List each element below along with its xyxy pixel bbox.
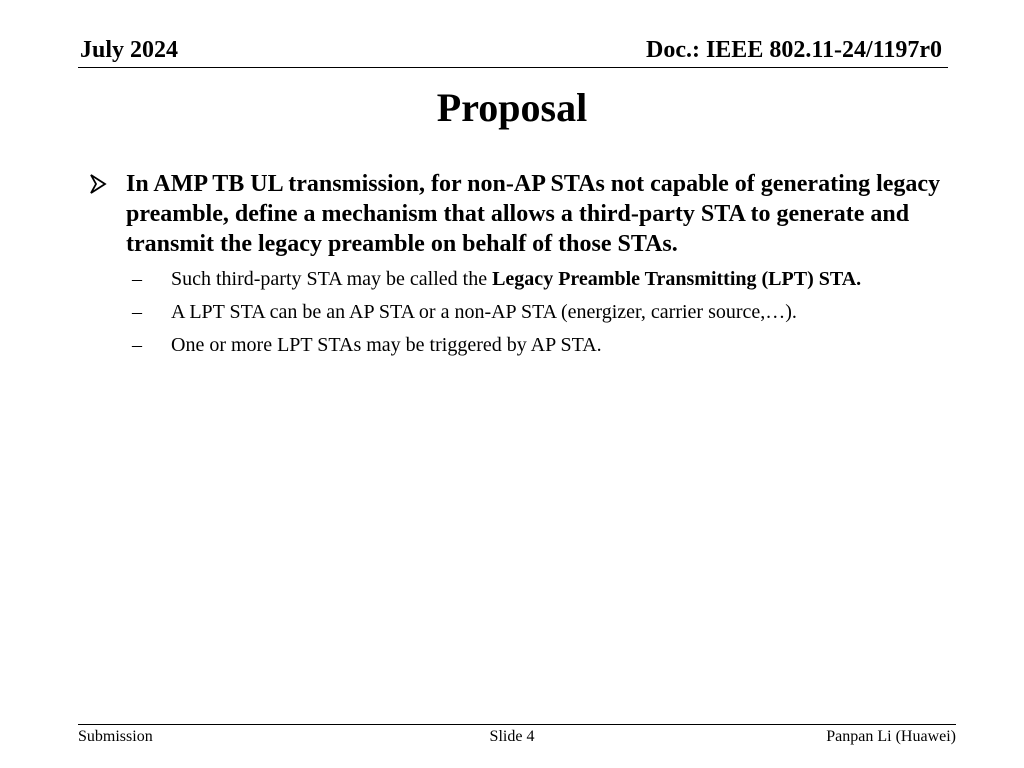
sub-bullet-text: A LPT STA can be an AP STA or a non-AP STA (energizer, carrier source,…). [171,301,797,323]
sub-bullet-item [132,265,932,294]
sub-bullet-list [132,265,932,364]
footer-author: Panpan Li (Huawei) [826,728,956,745]
sub-bullet-item [132,298,932,327]
header-divider [78,67,948,68]
dash-bullet: – [132,301,142,323]
arrowhead-bullet-icon [88,172,108,196]
footer-submission: Submission [78,728,153,745]
dash-bullet: – [132,334,142,356]
document-id: Doc.: IEEE 802.11-24/1197r0 [645,37,942,63]
sub-bullet-item [132,331,932,360]
sub-bullet-text: Such third-party STA may be called the [171,268,493,290]
slide-title: Proposal [436,85,588,130]
footer-divider [78,724,956,725]
slide-number: Slide 4 [489,728,535,745]
sub-bullet-bold-text: Legacy Preamble Transmitting (LPT) STA. [492,268,862,290]
dash-bullet: – [132,268,142,290]
main-bullet-text: In AMP TB UL transmission, for non-AP STAs not capable of generating legacy preamble, define a mechanism that allows a third-party STA to generate and transmit the legacy preamble on behalf of those STAs. [126,171,941,257]
header-date: July 2024 [80,37,179,63]
sub-bullet-text: One or more LPT STAs may be triggered by AP STA. [171,334,602,356]
